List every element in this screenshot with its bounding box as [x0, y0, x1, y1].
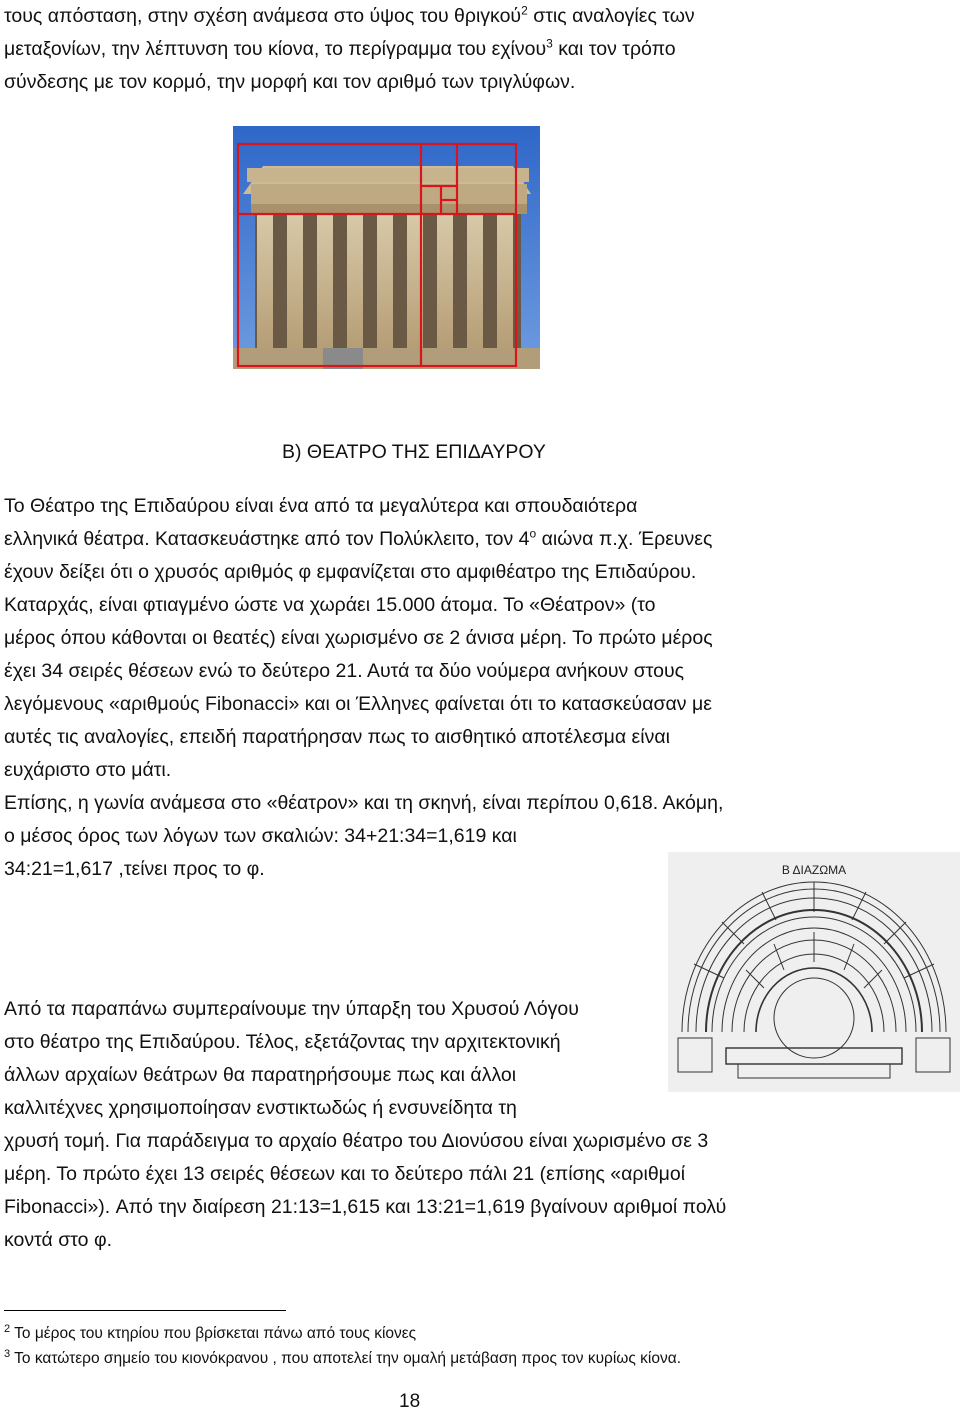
body-text-line: έχει 34 σειρές θέσεων ενώ το δεύτερο 21. Αυτά τα δύο νούμερα ανήκουν στους — [4, 660, 685, 682]
epidaurus-theatre-plan-figure — [668, 852, 960, 1092]
footnote-separator — [4, 1310, 286, 1311]
body-text-line: Καταρχάς, είναι φτιαγμένο ώστε να χωράει 15.000 άτομα. Το «Θέατρον» (το — [4, 594, 656, 616]
body-text-line: μέρος όπου κάθονται οι θεατές) είναι χωρισμένο σε 2 άνισα μέρη. Το πρώτο μέρος — [4, 627, 713, 649]
body-text-line: λεγόμενους «αριθμούς Fibonacci» και οι Έλληνες φαίνεται ότι το κατασκεύασαν με — [4, 693, 712, 715]
footnote-ref: 3 — [546, 36, 553, 51]
theatre-label: Β ΔΙΑΖΩΜΑ — [781, 863, 847, 877]
body-text-line: καλλιτέχνες χρησιμοποίησαν ενστικτωδώς ή ενσυνείδητα τη — [4, 1097, 517, 1119]
body-text-line: Από τα παραπάνω συμπεραίνουμε την ύπαρξη του Χρυσού Λόγου — [4, 998, 579, 1020]
body-text-line: κοντά στο φ. — [4, 1229, 113, 1251]
body-text-line: σύνδεσης με τον κορμό, την μορφή και τον αριθμό των τριγλύφων. — [4, 71, 576, 93]
section-heading: Β) ΘΕΑΤΡΟ ΤΗΣ ΕΠΙΔΑΥΡΟΥ — [282, 441, 546, 463]
body-text-line: στο θέατρο της Επιδαύρου. Τέλος, εξετάζοντας την αρχιτεκτονική — [4, 1031, 561, 1053]
body-text-line: μεταξονίων, την λέπτυνση του κίονα, το περίγραμμα του εχίνου$^3$ και τον τρόπο — [4, 36, 676, 60]
body-text-line: άλλων αρχαίων θεάτρων θα παρατηρήσουμε πως και άλλοι — [4, 1064, 517, 1086]
body-text-line: ο μέσος όρος των λόγων των σκαλιών: 34+21:34=1,619 και — [4, 825, 517, 847]
body-text-line: Επίσης, η γωνία ανάμεσα στο «θέατρον» και τη σκηνή, είναι περίπου 0,618. Ακόμη, — [4, 792, 724, 814]
body-text-line: 34:21=1,617 ,τείνει προς το φ. — [4, 858, 265, 880]
body-text-line: Fibonacci»). Από την διαίρεση 21:13=1,615 και 13:21=1,619 βγαίνουν αριθμοί πολύ — [4, 1196, 727, 1218]
body-text-line: αυτές τις αναλογίες, επειδή παρατήρησαν πως το αισθητικό αποτέλεσμα είναι — [4, 726, 670, 748]
footnote: $^2$ Το μέρος του κτηρίου που βρίσκεται πάνω από τους κίονες — [4, 1322, 417, 1342]
page-number: 18 — [399, 1391, 421, 1412]
body-text-line: χρυσή τομή. Για παράδειγμα το αρχαίο θέατρο του Διονύσου είναι χωρισμένο σε 3 — [4, 1130, 709, 1152]
body-text-line: Το Θέατρο της Επιδαύρου είναι ένα από τα μεγαλύτερα και σπουδαιότερα — [4, 495, 638, 517]
body-text-line: έχουν δείξει ότι ο χρυσός αριθμός φ εμφανίζεται στο αμφιθέατρο της Επιδαύρου. — [4, 561, 697, 583]
body-text-line: τους απόσταση, στην σχέση ανάμεσα στο ύψος του θριγκού$^2$ στις αναλογίες των — [4, 3, 695, 27]
footnote-ref: 2 — [521, 3, 528, 18]
body-text-line: μέρη. Το πρώτο έχει 13 σειρές θέσεων και το δεύτερο πάλι 21 (επίσης «αριθμοί — [4, 1163, 686, 1185]
body-text-line: ελληνικά θέατρα. Κατασκευάστηκε από τον Πολύκλειτο, τον $4^o$ αιώνα π.χ. Έρευνες — [4, 526, 713, 550]
parthenon-golden-ratio-figure — [233, 126, 540, 369]
body-text-line: ευχάριστο στο μάτι. — [4, 759, 172, 781]
footnote: $^3$ Το κατώτερο σημείο του κιονόκρανου , που αποτελεί την ομαλή μετάβαση προς τον κυρίως κίονα. — [4, 1347, 682, 1367]
